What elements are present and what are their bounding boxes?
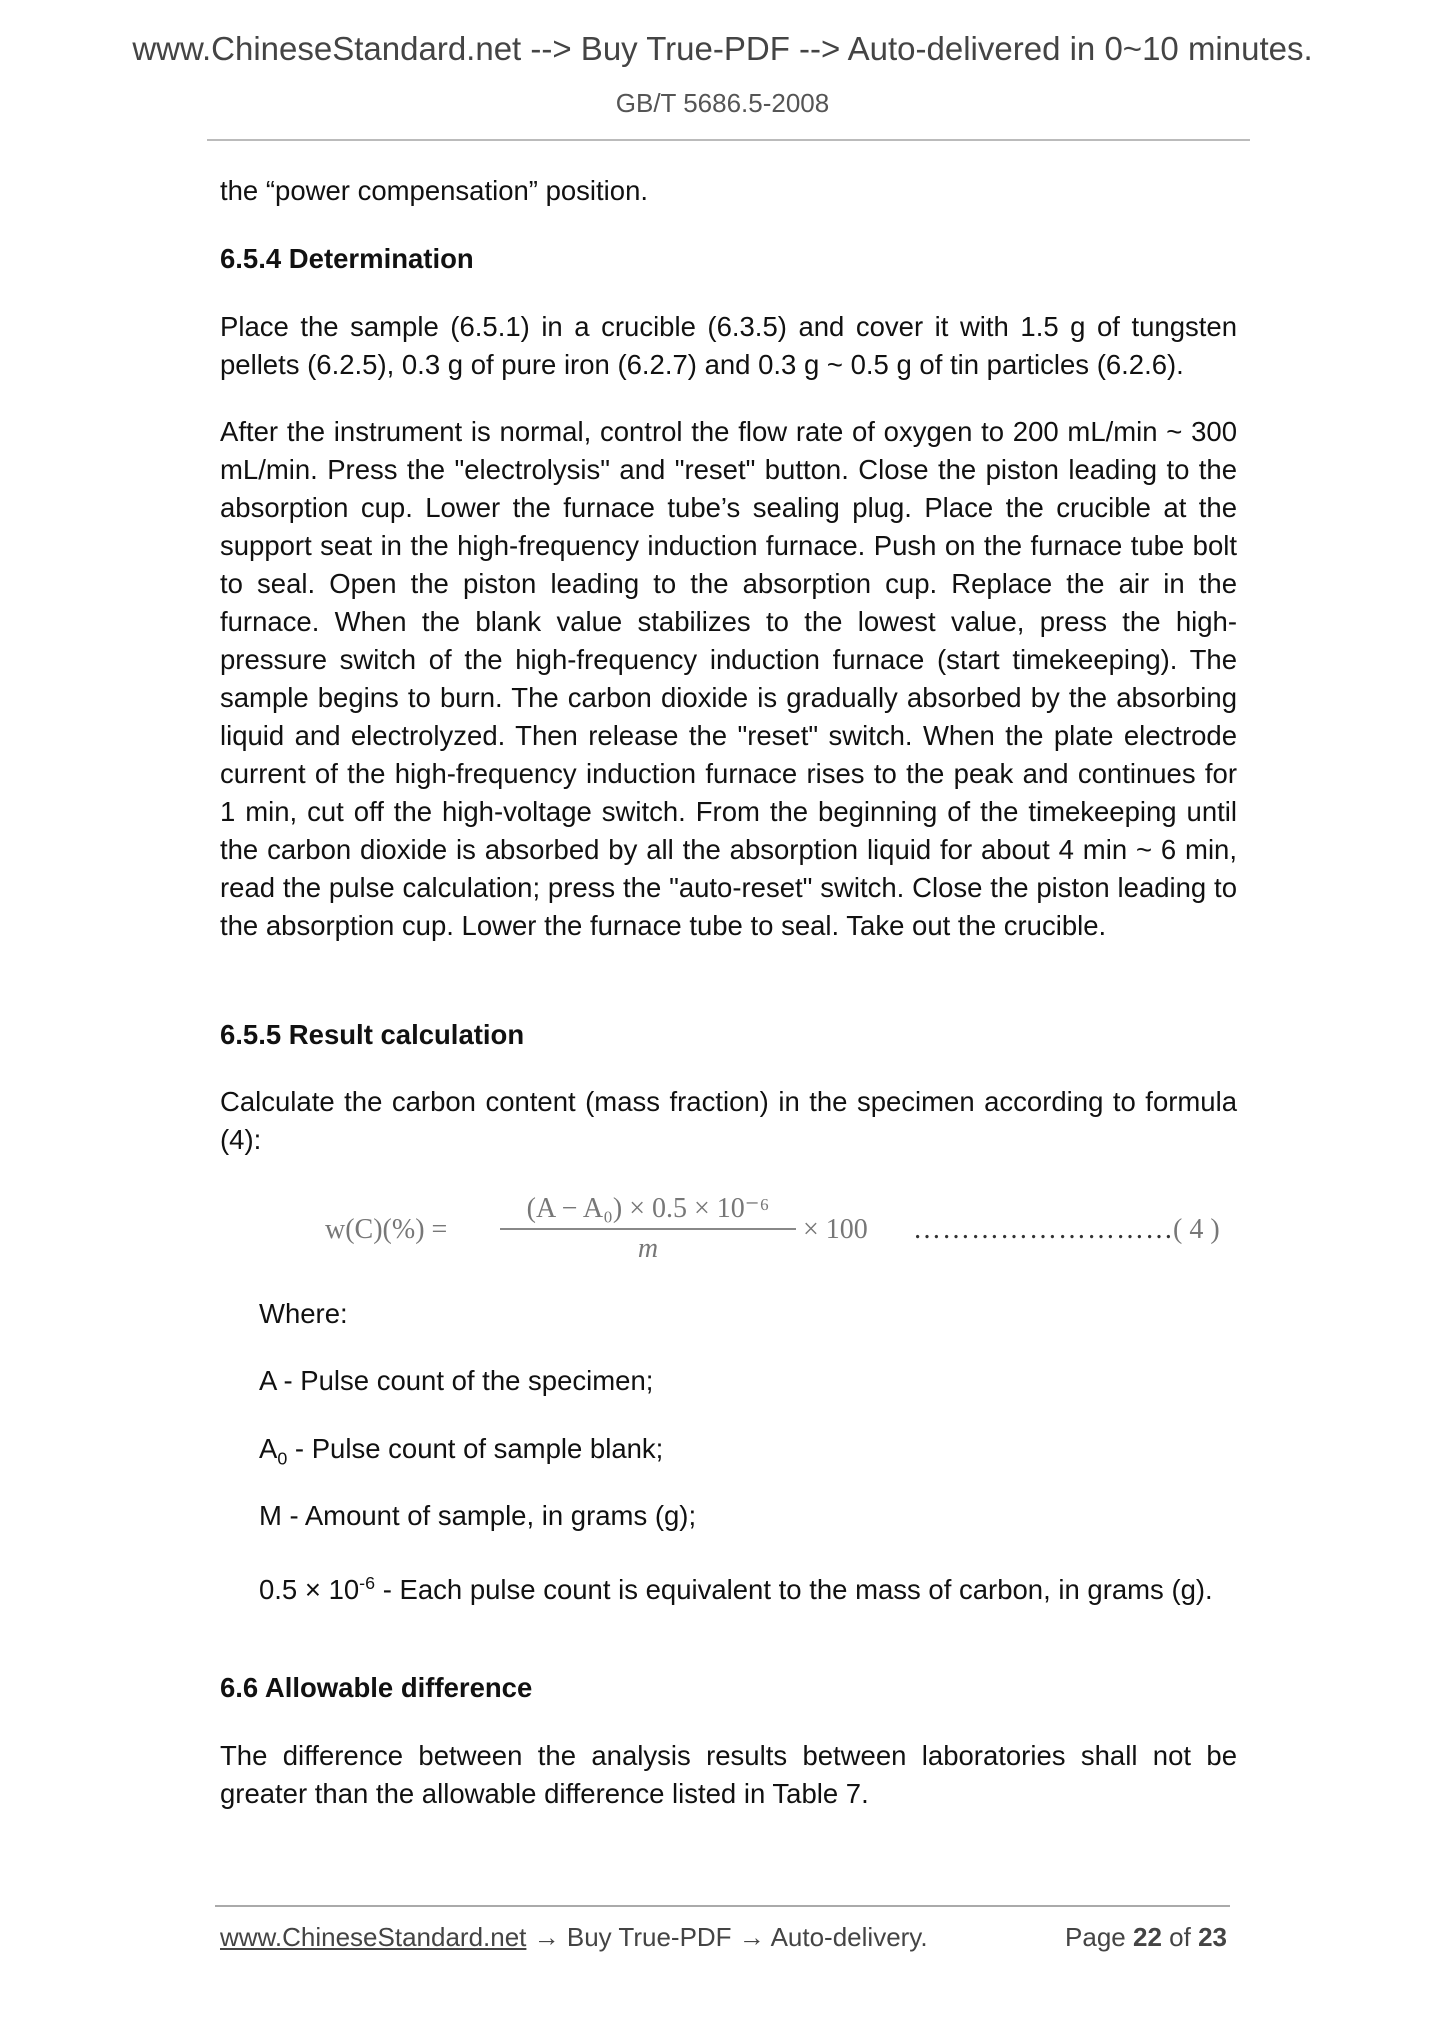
section-6-5-5-heading: 6.5.5 Result calculation <box>220 1019 525 1050</box>
section-6-5-4-heading: 6.5.4 Determination <box>220 243 474 274</box>
formula-fraction <box>500 1192 796 1266</box>
section-6-5-4-paragraph-1: Place the sample (6.5.1) in a crucible (6.3.5) and cover it with 1.5 g of tungsten pellets (6.2.5), 0.3 g of pure iron (6.2.7) and 0.3 g ~ 0.5 g of tin particles (6.2.6). <box>220 311 1237 380</box>
formula-number: ( 4 ) <box>1173 1214 1220 1245</box>
document-id: GB/T 5686.5-2008 <box>615 88 830 118</box>
section-6-5-5-paragraph: Calculate the carbon content (mass fraction) in the specimen according to formula (4): <box>220 1086 1237 1155</box>
footer-text: → Buy True-PDF → Auto-delivery. <box>526 1922 928 1952</box>
header-divider <box>207 139 1250 141</box>
of-label: of <box>1169 1922 1191 1952</box>
formula-denominator: m <box>637 1232 659 1264</box>
symbol: A <box>259 1433 278 1464</box>
definition-constant <box>259 1564 1237 1609</box>
header-banner: www.ChineseStandard.net --> Buy True-PDF --> Auto-delivered in 0~10 minutes. <box>132 30 1313 67</box>
formula-leader: ……………………… <box>913 1214 1174 1245</box>
symbol: 0.5 × 10 <box>259 1574 360 1606</box>
definition-text: - Each pulse count is equivalent to the mass of carbon, in grams (g). <box>375 1574 1213 1606</box>
section-6-6-paragraph: The difference between the analysis results between laboratories shall not be greater than the allowable difference listed in Table 7. <box>220 1740 1237 1809</box>
footer <box>220 1922 1237 1953</box>
continuation-text: the “power compensation” position. <box>220 175 649 206</box>
formula-4 <box>325 1192 1245 1272</box>
page-number: 22 <box>1133 1922 1162 1952</box>
exponent: -6 <box>359 1573 376 1593</box>
formula-numerator: (A − A₀) × 0.5 × 10⁻⁶ <box>526 1193 770 1224</box>
formula-lhs: w(C)(%) = <box>325 1214 448 1245</box>
formula-multiplier: × 100 <box>803 1214 868 1245</box>
fraction-bar <box>500 1228 796 1230</box>
definition-a0 <box>259 1430 1237 1478</box>
page-label: Page <box>1065 1922 1126 1952</box>
footer-link[interactable]: www.ChineseStandard.net <box>220 1922 527 1952</box>
subscript: 0 <box>277 1448 288 1469</box>
page-indicator <box>1065 1922 1227 1953</box>
section-6-6-heading: 6.6 Allowable difference <box>220 1672 533 1703</box>
section-6-5-4-paragraph-2: After the instrument is normal, control the flow rate of oxygen to 200 mL/min ~ 300 mL/min. Press the "electrolysis" and "reset" button. Close the piston leading to the absorption cup. Lower the furnace tube’s sealing plug. Place the crucible at the support seat in the high-frequency induction furnace. Push on the furnace tube bolt to seal. Open the piston leading to the absorption cup. Replace the air in the furnace. When the blank value stabilizes to the lowest value, press the high-pressure switch of the high-frequency induction furnace (start timekeeping). The sample begins to burn. The carbon dioxide is gradually absorbed by the absorbing liquid and electrolyzed. Then release the "reset" switch. When the plate electrode current of the high-frequency induction furnace rises to the peak and continues for 1 min, cut off the high-voltage switch. From the beginning of the timekeeping until the carbon dioxide is absorbed by all the absorption liquid for about 4 min ~ 6 min, read the pulse calculation; press the "auto-reset" switch. Close the piston leading to the absorption cup. Lower the furnace tube to seal. Take out the crucible. <box>220 416 1237 941</box>
footer-divider <box>215 1905 1230 1907</box>
definition-a: A - Pulse count of the specimen; <box>259 1365 654 1396</box>
definition-m: M - Amount of sample, in grams (g); <box>259 1500 697 1531</box>
definition-text: - Pulse count of sample blank; <box>287 1433 664 1464</box>
page-total: 23 <box>1198 1922 1227 1952</box>
where-label: Where: <box>259 1298 348 1329</box>
